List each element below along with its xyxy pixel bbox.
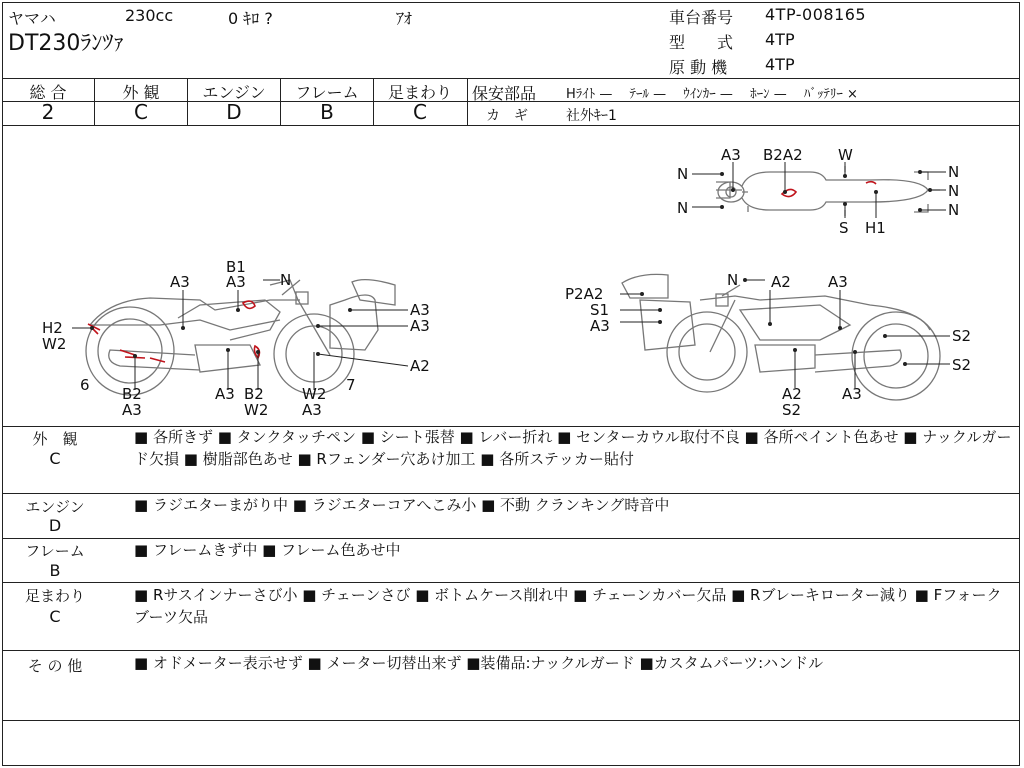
- right-side-bike: [622, 274, 940, 400]
- grade-suspension-value: C: [413, 100, 427, 124]
- diagram-label: A3: [590, 317, 610, 335]
- frame-no: 4TP-008165: [765, 5, 867, 24]
- key-value: 社外ｷｰ1: [566, 108, 617, 124]
- diagram-label: N: [727, 271, 739, 289]
- diagram-label: B2: [122, 385, 142, 403]
- cell-border: [467, 78, 468, 125]
- diagram-label: N: [948, 182, 960, 200]
- diagram-label: B1: [226, 258, 246, 276]
- engine-label: 原 動 機: [669, 58, 728, 77]
- diagram-label: A3: [302, 401, 322, 419]
- top-view-bike: [716, 166, 940, 216]
- diagram-label: S: [839, 219, 849, 237]
- diagram-label: W2: [42, 335, 67, 353]
- diagram-label: H2: [42, 319, 63, 337]
- diagram-label: A3: [170, 273, 190, 291]
- grade-frame-value: B: [320, 100, 334, 124]
- divider: [2, 650, 1020, 651]
- leader-lines: [72, 162, 950, 390]
- grade-suspension-label: 足まわり: [387, 83, 452, 102]
- section-notes: ■ 各所きず ■ タンクタッチペン ■ シート張替 ■ レバー折れ ■ センターカウル取付不良 ■ 各所ペイント色あせ ■ ナックルガード欠損 ■ 樹脂部色あせ ■ Rフェンダー穴あけ加工 ■ 各所ステッカー貼付: [134, 428, 1012, 468]
- diagram-label: A3: [410, 317, 430, 335]
- grade-engine-value: D: [226, 100, 242, 124]
- diagram-label: S1: [590, 301, 610, 319]
- section-notes: ■ フレームきず中 ■ フレーム色あせ中: [134, 541, 401, 559]
- diagram-label: 7: [346, 376, 356, 394]
- grade-overall-value: 2: [41, 100, 55, 124]
- diagram-label: N: [280, 271, 292, 289]
- grade-overall-label: 総 合: [29, 83, 67, 102]
- frame-no-label: 車台番号: [669, 8, 734, 27]
- damage-diagram: [0, 126, 1024, 426]
- diagram-label: 6: [80, 376, 90, 394]
- diagram-label: A2: [410, 357, 430, 375]
- divider: [2, 78, 1020, 79]
- type-value: 4TP: [765, 30, 795, 49]
- diagram-label: N: [948, 201, 960, 219]
- mileage: 0 ｷﾛ ?: [228, 9, 273, 28]
- diagram-label: N: [677, 165, 689, 183]
- section-title: エンジン: [25, 498, 85, 516]
- section-title: 足まわり: [24, 587, 85, 605]
- diagram-label: B2: [244, 385, 264, 403]
- diagram-label: A3: [721, 146, 741, 164]
- grade-exterior-label: 外 観: [122, 83, 160, 102]
- diagram-label: N: [677, 199, 689, 217]
- maker: ヤマハ: [8, 9, 56, 28]
- section-grade: C: [49, 449, 61, 468]
- leader-dots: [90, 170, 932, 366]
- section-notes: ■ ラジエターまがり中 ■ ラジエターコアへこみ小 ■ 不動 クランキング時音中: [134, 496, 670, 514]
- diagram-label: W2: [302, 385, 327, 403]
- grade-exterior-value: C: [134, 100, 148, 124]
- diagram-label: N: [948, 163, 960, 181]
- safety-items: Hﾗｲﾄ — ﾃｰﾙ — ｳｲﾝｶｰ — ﾎｰﾝ — ﾊﾞｯﾃﾘｰ ×: [566, 87, 858, 102]
- section-grade: C: [49, 607, 61, 626]
- diagram-label: B2A2: [763, 146, 803, 164]
- diagram-label: A3: [226, 273, 246, 291]
- section-notes: ■ Rサスインナーさび小 ■ チェーンさび ■ ボトムケース削れ中 ■ チェーンカバー欠品 ■ Rブレーキローター減り ■ Fフォークブーツ欠品: [134, 586, 1002, 626]
- divider: [2, 720, 1020, 721]
- diagram-label: P2A2: [565, 285, 604, 303]
- section-grade: B: [49, 561, 61, 580]
- section-title: 外 観: [32, 430, 78, 448]
- diagram-label: W: [838, 146, 853, 164]
- diagram-label: A3: [215, 385, 235, 403]
- diagram-label: A2: [782, 385, 802, 403]
- model-name: DT230ﾗﾝﾂｧ: [8, 31, 125, 56]
- diagram-label: A3: [122, 401, 142, 419]
- divider: [2, 582, 1020, 583]
- diagram-label: A3: [828, 273, 848, 291]
- diagram-label: H1: [865, 219, 886, 237]
- displacement: 230cc: [125, 6, 174, 25]
- diagram-label: A3: [410, 301, 430, 319]
- diagram-label: A3: [842, 385, 862, 403]
- diagram-label: S2: [952, 356, 972, 374]
- body-color: ｱｵ: [396, 9, 413, 28]
- section-title: そ の 他: [27, 657, 83, 675]
- grade-engine-label: エンジン: [202, 83, 266, 102]
- engine-value: 4TP: [765, 55, 795, 74]
- safety-label: 保安部品: [472, 84, 537, 103]
- section-title: フレーム: [25, 542, 85, 560]
- diagram-label: W2: [244, 401, 269, 419]
- diagram-label: S2: [952, 327, 972, 345]
- diagram-label: A2: [771, 273, 791, 291]
- key-label: カ ギ: [486, 108, 528, 124]
- type-label: 型 式: [669, 33, 734, 52]
- section-grade: D: [48, 516, 62, 535]
- section-notes: ■ オドメーター表示せず ■ メーター切替出来ず ■装備品:ナックルガード ■カスタムパーツ:ハンドル: [134, 654, 824, 672]
- diagram-label: S2: [782, 401, 802, 419]
- grade-frame-label: フレーム: [295, 83, 359, 102]
